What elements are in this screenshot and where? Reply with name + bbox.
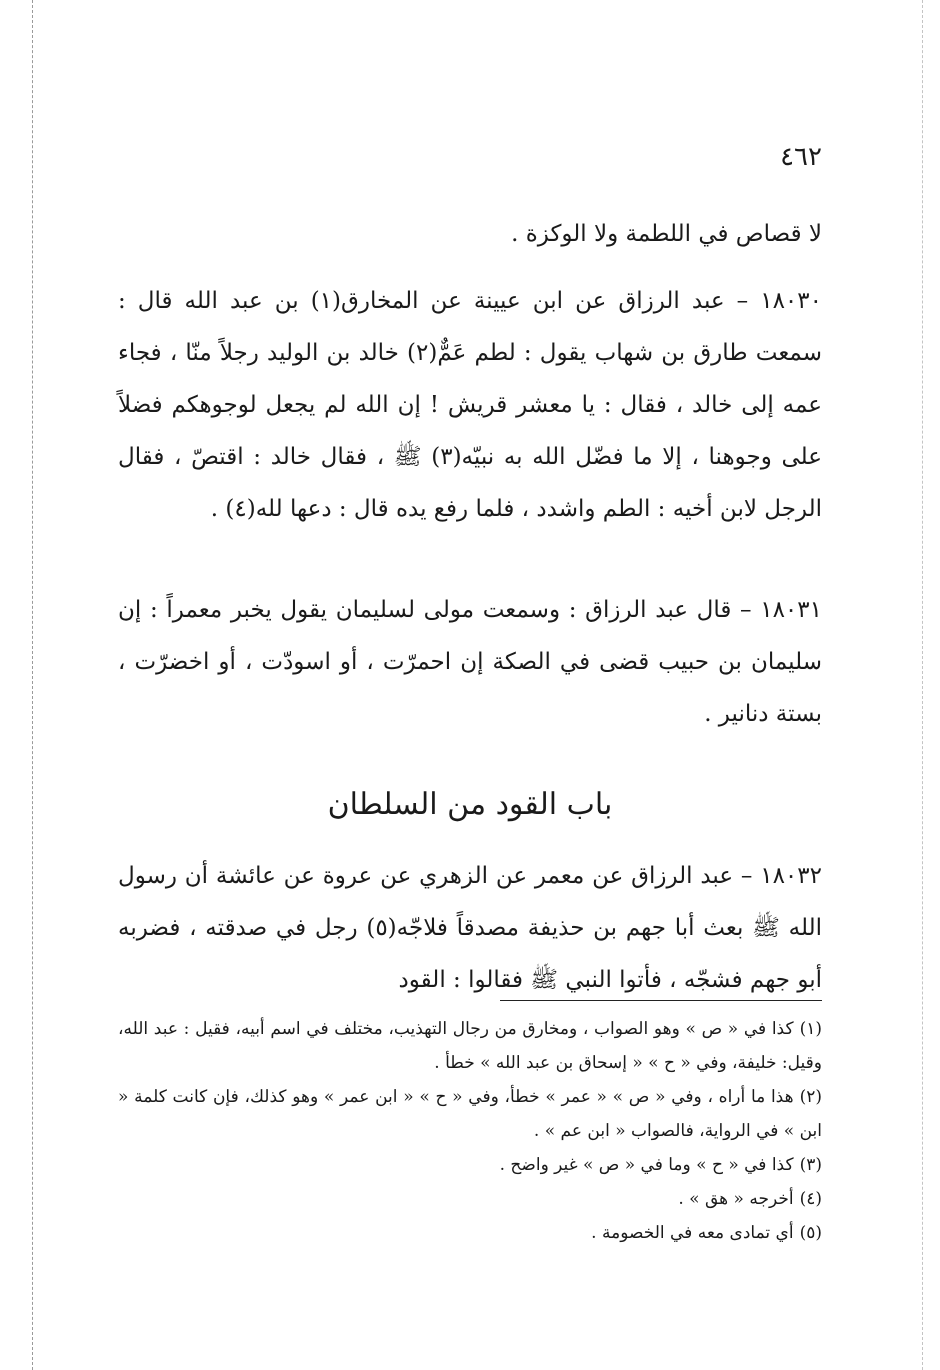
hadith-paragraph-18032 <box>118 850 822 1006</box>
page-edge-rule <box>32 0 33 1370</box>
footnote-number: (١) <box>799 1019 822 1039</box>
hadith-text: ١٨٠٣٢ – عبد الرزاق عن معمر عن الزهري عن عروة عن عائشة أن رسول الله ﷺ بعث أبا جهم بن حذيفة مصدقاً فلاجّه(٥) رجل في صدقته ، فضربه أبو جهم فشجّه ، فأتوا النبي ﷺ فقالوا : القود <box>118 863 822 993</box>
footnote-4 <box>118 1182 822 1216</box>
footnote-divider <box>500 1000 822 1001</box>
page-edge-rule-right <box>922 0 923 1370</box>
footnote-5 <box>118 1216 822 1250</box>
footnote-number: (٢) <box>799 1087 822 1107</box>
footnote-text: هذا ما أراه ، وفي « ص » « عمر » خطأ، وفي « ح » « ابن عمر » وهو كذلك، فإن كانت كلمة « ابن » في الرواية، فالصواب « ابن عم » . <box>118 1087 822 1141</box>
footnote-number: (٣) <box>799 1155 822 1175</box>
hadith-paragraph-18031 <box>118 584 822 740</box>
continuation-line <box>118 208 822 260</box>
footnote-text: أي تمادى معه في الخصومة . <box>591 1223 794 1243</box>
footnote-text: كذا في « ص » وهو الصواب ، ومخارق من رجال التهذيب، مختلف في اسم أبيه، فقيل : عبد الله، وقيل: خليفة، وفي « ح » « إسحاق بن عبد الله » خطأ . <box>118 1019 822 1073</box>
footnote-text: كذا في « ح » وما في « ص » غير واضح . <box>499 1155 794 1175</box>
hadith-text: ١٨٠٣٠ – عبد الرزاق عن ابن عيينة عن المخارق(١) بن عبد الله قال : سمعت طارق بن شهاب يقول : لطم عَمٌّ(٢) خالد بن الوليد رجلاً منّا ، فجاء عمه إلى خالد ، فقال : يا معشر قريش ! إن الله لم يجعل لوجوهكم فضلاً على وجوهنا ، إلا ما فضّل الله به نبيّه(٣) ﷺ ، فقال خالد : اقتصّ ، فقال الرجل لابن أخيه : الطم واشدد ، فلما رفع يده قال : دعها لله(٤) . <box>118 288 823 522</box>
footnote-text: أخرجه « هق » . <box>678 1189 794 1209</box>
page-number: ٤٦٢ <box>780 142 822 172</box>
footnote-number: (٥) <box>799 1223 822 1243</box>
chapter-heading: باب القود من السلطان <box>327 787 613 822</box>
footnote-number: (٤) <box>799 1189 822 1209</box>
footnote-3 <box>118 1148 822 1182</box>
footnote-2 <box>118 1080 822 1148</box>
footnotes-section <box>118 1012 822 1250</box>
hadith-text: ١٨٠٣١ – قال عبد الرزاق : وسمعت مولى لسليمان يقول يخبر معمراً : إن سليمان بن حبيب قضى في الصكة إن احمرّت ، أو اسودّت ، أو اخضرّت ، بستة دنانير . <box>118 597 822 727</box>
footnote-1 <box>118 1012 822 1080</box>
hadith-paragraph-18030 <box>118 275 822 535</box>
top-line-text: لا قصاص في اللطمة ولا الوكزة . <box>511 221 822 247</box>
